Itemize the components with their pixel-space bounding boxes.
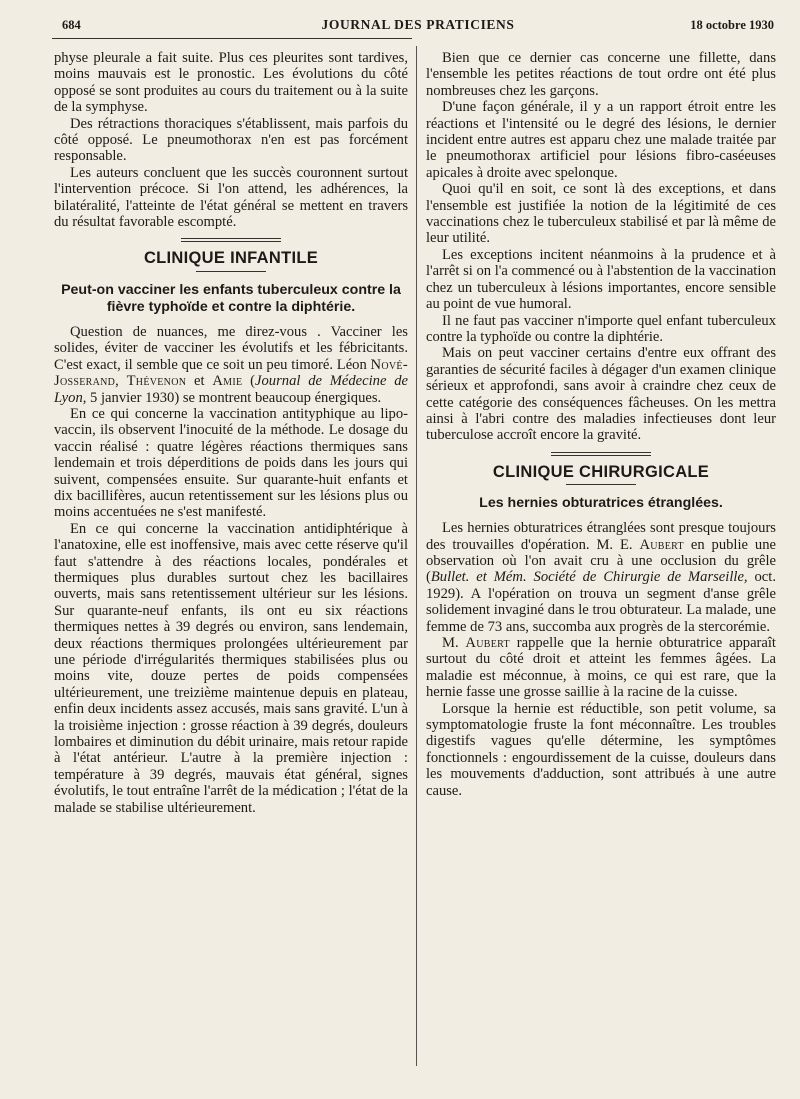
issue-date: 18 octobre 1930 xyxy=(690,18,774,32)
text-run: Question de nuances, me direz-vous . Vacciner les solides, éviter de vacciner les évolutifs et les fébricitants. C'est exact, il semble que ce soit un peu timoré. Léon xyxy=(54,323,408,373)
column-divider xyxy=(416,46,417,1066)
page-header xyxy=(62,14,774,34)
text-run: oct. 1929). A l'opération on trouva un segment d'anse grêle solidement invaginé dans le trou obturateur. La malade, une femme de 73 ans, succomba aux progrès de la stercorémie. xyxy=(426,569,776,635)
paragraph: En ce qui concerne la vaccination antityphique au lipo-vaccin, ils observent l'inocuité de la méthode. Le dosage du vaccin réalisé : quatre légères réactions thermiques sans lendemain et trois déperditions de poids dans les jours qui suivent, compensées ensuite. Sur quarante-huit enfants et dix bacillifères, aucun retentissement sur les lésions plus ou moins accentuées ne s'est manifesté. xyxy=(54,405,408,521)
article-title: Peut-on vacciner les enfants tuberculeux contre la fièvre typhoïde et contre la diphtérie. xyxy=(61,281,401,315)
paragraph xyxy=(426,635,776,701)
paragraph: En ce qui concerne la vaccination antidiphtérique à l'anatoxine, elle est inoffensive, mais avec cette réserve qu'il faut s'attendre à des réactions locales, pondérales et thermiques plus durables surtout chez les bacillaires ouverts, mais sans retentissement ultérieur sur les lésions. Sur quarante-neuf enfants, ils ont eu six réactions thermiques nettes à 39 degrés ou environ, sans lendemain, deux réactions thermiques prolongées ultérieurement par une période d'irrégularités thermiques stabilisées plus ou moins vite, douze pertes de poids compensées ultérieurement, une treizième maintenue depuis en plateau, enfin deux incidents assez accusés, mais sans gravité. L'un à la troisième injection : grosse réaction à 39 degrés, douleurs lombaires et diminution du débit urinaire, mais retour rapide à l'état antérieur. L'autre à la première injection : température à 39 degrés, mauvais état général, signes évolutifs, le tout entraîne l'arrêt de la médication ; l'état de la malade se stabilise ultérieurement. xyxy=(54,520,408,816)
author-name: Thévenon xyxy=(126,373,187,390)
journal-citation: Journal de Médecine de Lyon, xyxy=(54,373,409,406)
text-run: ( xyxy=(242,373,256,390)
article-title: Les hernies obturatrices étranglées. xyxy=(479,495,723,512)
paragraph: physe pleurale a fait suite. Plus ces pleurites sont tardives, moins mauvais est le pronostic. Les évolutions du côté opposé se sont produites au cours du traitement ou à la suite de la symphyse. xyxy=(54,50,408,116)
right-column xyxy=(426,50,776,799)
paragraph xyxy=(426,520,776,635)
paragraph: D'une façon générale, il y a un rapport étroit entre les réactions et l'intensité ou le degré des lésions, le dernier incident entre autres est apparu chez une malade traitée par le pneumothorax artificiel pour lésions fibro-caséeuses apicales à droite avec spelonque. xyxy=(426,99,776,181)
text-run: rappelle que la hernie obturatrice apparaît surtout du côté droit et atteint les femmes âgées. La maladie est méconnue, à moins, ce qui est rare, que la hernie fasse une grosse saillie à la racine de la cuisse. xyxy=(426,635,776,701)
section-separator xyxy=(181,238,281,242)
heading-rule xyxy=(566,484,636,485)
text-run: et xyxy=(186,373,213,390)
journal-title: JOURNAL DES PRATICIENS xyxy=(321,17,515,32)
author-name: Aubert xyxy=(465,635,510,651)
header-rule xyxy=(52,38,412,39)
section-separator xyxy=(551,452,651,456)
paragraph: Quoi qu'il en soit, ce sont là des exceptions, et dans l'ensemble est justifiée la notion de la légitimité de ces vaccinations chez le tuberculeux stabilisé et par là même de leur utilité. xyxy=(426,181,776,247)
text-run: Les hernies obturatrices étranglées sont presque toujours des trouvailles d'opération. M. E. xyxy=(426,520,776,553)
text-run: en publie une observation où l'on avait cru à une occlusion du grêle ( xyxy=(426,536,776,586)
author-name: Aubert xyxy=(639,536,684,553)
left-column xyxy=(54,50,408,816)
paragraph xyxy=(54,324,408,406)
text-run: M. xyxy=(442,635,466,651)
text-run: 5 janvier 1930) se montrent beaucoup énergiques. xyxy=(86,389,382,406)
text-run: , xyxy=(115,373,127,390)
paragraph: Lorsque la hernie est réductible, son petit volume, sa symptomatologie fruste la font méconnaître. Les troubles digestifs vagues qu'elle détermine, les symptômes fonctionnels : engourdissement de la cuisse, douleurs dans les mouvements d'adduction, sont attribués à une autre cause. xyxy=(426,700,776,799)
author-name: Amie xyxy=(212,373,243,390)
paragraph: Il ne faut pas vacciner n'importe quel enfant tuberculeux contre la typhoïde ou contre la diphtérie. xyxy=(426,312,776,345)
paragraph: Les auteurs concluent que les succès couronnent surtout l'intervention précoce. Si l'on attend, les adhérences, la bilatéralité, l'atteinte de l'état général se mettent en travers du résultat favorable escompté. xyxy=(54,164,408,231)
heading-rule xyxy=(196,271,266,272)
journal-citation: Bullet. et Mém. Société de Chirurgie de Marseille, xyxy=(430,569,748,586)
paragraph: Bien que ce dernier cas concerne une fillette, dans l'ensemble les petites réactions de tout ordre ont été plus nombreuses chez les garçons. xyxy=(426,50,776,99)
section-heading: CLINIQUE CHIRURGICALE xyxy=(492,462,710,481)
paragraph: Des rétractions thoraciques s'établissent, mais parfois du côté opposé. Le pneumothorax n'en est pas forcément responsable. xyxy=(54,115,408,165)
section-heading: CLINIQUE INFANTILE xyxy=(143,249,319,268)
paragraph: Mais on peut vacciner certains d'entre eux offrant des garanties de sécurité faciles à dégager d'un examen clinique sérieux et approfondi, sans avoir à craindre chez ceux de cette catégorie des conséquences fâcheuses. On les mettra ainsi à l'abri contre des maladies infectieuses dont leur tuberculose accroît encore la gravité. xyxy=(426,345,776,444)
page-number: 684 xyxy=(62,18,81,32)
author-name: Nové-Josserand xyxy=(54,356,408,390)
paragraph: Les exceptions incitent néanmoins à la prudence et à l'arrêt si on l'a commencé ou à l'abstention de la vaccination chez un tuberculeux à lésions importantes, encore sensible au point de vue humoral. xyxy=(426,246,776,313)
